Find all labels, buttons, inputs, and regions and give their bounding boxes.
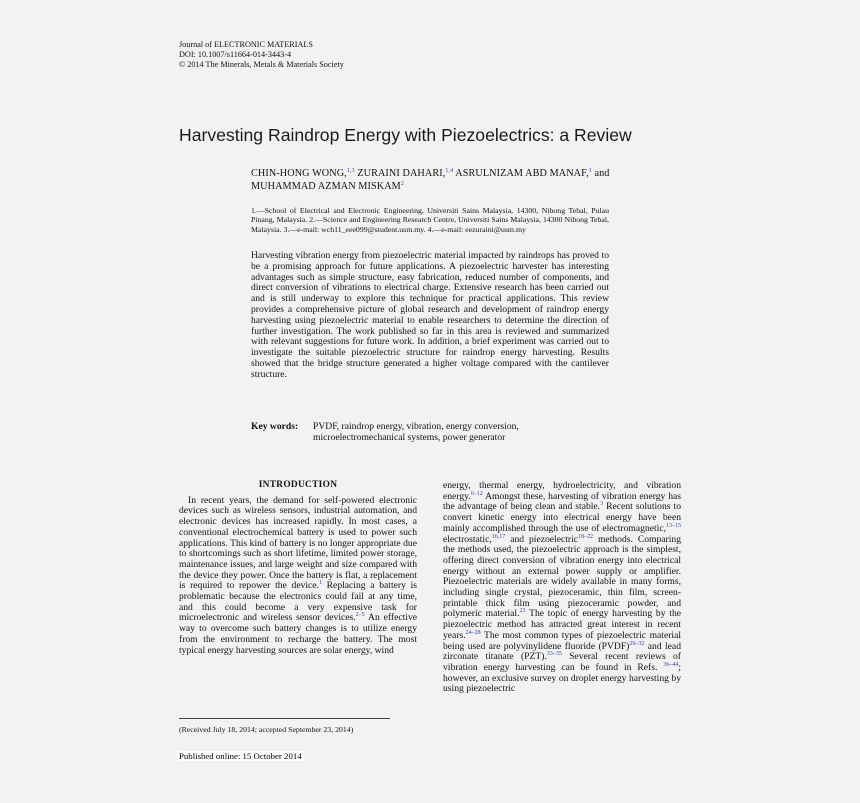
affiliations: 1.—School of Electrical and Electronic Engineering, Universiti Sains Malaysia, 14300, Nibong Tebal, Pulau Pinang, Malaysia. 2.—Science and Engineering Research Centre, Universiti Sains Malaysia, 14300 Nibong Tebal, Malaysia. 3.—e-mail: wch11_eee099@student.usm.my. 4.—e-mail: eezuraini@usm.my [251,206,609,234]
author-3-affil: 1 [588,168,592,174]
intro-paragraph [179,496,417,657]
keywords-label: Key words: [251,421,299,432]
citation-link[interactable]: 36–44 [663,661,679,668]
intro-text-3: An effective way to overcome such battery changes is to utilize energy from the environment to recharge the battery. The most typical energy harvesting sources are solar energy, wind [179,612,417,656]
author-1: CHIN-HONG WONG, [251,168,347,179]
citation-link[interactable]: 29–32 [629,640,645,647]
author-3: ASRULNIZAM ABD MANAF, [453,168,589,179]
body-text: and lead zirconate titanate (PZT). [443,640,681,663]
keywords-text: PVDF, raindrop energy, vibration, energy conversion, microelectromechanical systems, power generator [313,421,519,444]
section-heading-introduction: INTRODUCTION [258,480,338,490]
citation-link[interactable]: 23 [519,608,526,615]
copyright: © 2014 The Minerals, Metals & Materials Society [179,60,344,70]
intro-text-1: In recent years, the demand for self-powered electronic devices such as wireless sensors, industrial automation, and electronic devices has increased rapidly. In most cases, a conventional electrochemical battery is used to power such applications. This kind of battery is no longer appropriate due to shortcomings such as short lifetime, limited power storage, maintenance issues, and large weight and size compared with the device they power. Once the battery is flat, a replacement is required to repower the device. [179,494,417,592]
body-text: The topic of energy harvesting by the piezoelectric method has attracted great interest in recent years. [443,608,681,641]
body-text: ; however, an exclusive survey on droplet energy harvesting by using piezoelectric [443,661,681,695]
body-text: Several recent reviews of vibration energy harvesting can be found in Refs. [443,651,681,673]
left-column [179,480,417,656]
received-date: (Received July 18, 2014; accepted September 23, 2014) [179,725,354,734]
body-text: The most common types of piezoelectric material being used are polyvinylidene fluoride (PVDF) [443,629,681,652]
author-4: and MUHAMMAD AZMAN MISKAM [251,168,610,192]
keywords [251,421,611,443]
citation-link[interactable]: 13–15 [666,522,681,529]
abstract: Harvesting vibration energy from piezoelectric material impacted by raindrops has proved to be a promising approach for future applications. A piezoelectric harvester has interesting advantages such as simple structure, easy fabrication, reduced number of components, and direct conversion of vibrations to electrical charge. Extensive research has been carried out and is still underway to explore this technique for practical applications. This review provides a comprehensive picture of global research and development of raindrop energy harvesting using piezoelectric material to enable researchers to determine the direction of further investigation. The work published so far in this area is reviewed and summarized with relevant suggestions for future work. In addition, a brief experiment was carried out to investigate the suitable piezoelectric structure for raindrop energy harvesting. Results showed that the bridge structure generated a higher voltage compared with the cantilever structure. [251,250,609,380]
citation-link[interactable]: 18–22 [578,533,594,540]
citation-link[interactable]: 3 [600,501,604,508]
body-text: electrostatic, [443,533,492,545]
doi: DOI: 10.1007/s11664-014-3443-4 [179,50,292,60]
paper-title: Harvesting Raindrop Energy with Piezoelectrics: a Review [179,125,632,145]
published-date: Published online: 15 October 2014 [179,751,302,761]
intro-text-2: Replacing a battery is problematic because the electronics could fail at any time, and this could become a very expensive task for microelectronic and wireless sensor devices. [179,580,417,624]
citation-link[interactable]: 6–12 [470,490,483,497]
body-text: energy, thermal energy, hydroelectricity, and vibration energy. [443,480,681,502]
journal-header [179,40,344,71]
citation-link[interactable]: 2–5 [355,612,365,619]
citation-link[interactable]: 24–28 [465,629,481,636]
citation-link[interactable]: 1 [318,580,322,587]
body-text: Recent solutions to convert kinetic energy into electrical energy have been mainly accomplished through the use of electromagnetic, [443,501,681,534]
citation-link[interactable]: 16,17 [491,533,506,540]
body-text: methods. Comparing the methods used, the piezoelectric approach is the simplest, offering direct conversion of vibration energy into electrical energy without an external power supply or amplifier. Piezoelectric materials are widely available in many forms, including single crystal, piezoceramic, thin film, screen-printable thick film using piezoceramic powder, and polymeric material. [443,533,681,620]
right-column [443,481,681,695]
footnote-divider [179,718,390,719]
author-2-affil: 1,4 [445,168,454,174]
journal-name: Journal of ELECTRONIC MATERIALS [179,40,313,49]
author-1-affil: 1,3 [346,168,355,174]
author-4-affil: 2 [400,180,404,187]
author-2: ZURAINI DAHARI, [354,168,446,179]
citation-link[interactable]: 33–35 [546,651,562,658]
body-text: and piezoelectric [505,533,579,545]
body-text: Amongst these, harvesting of vibration energy has the advantage of being clean and stable. [443,490,681,513]
author-list [251,168,611,193]
